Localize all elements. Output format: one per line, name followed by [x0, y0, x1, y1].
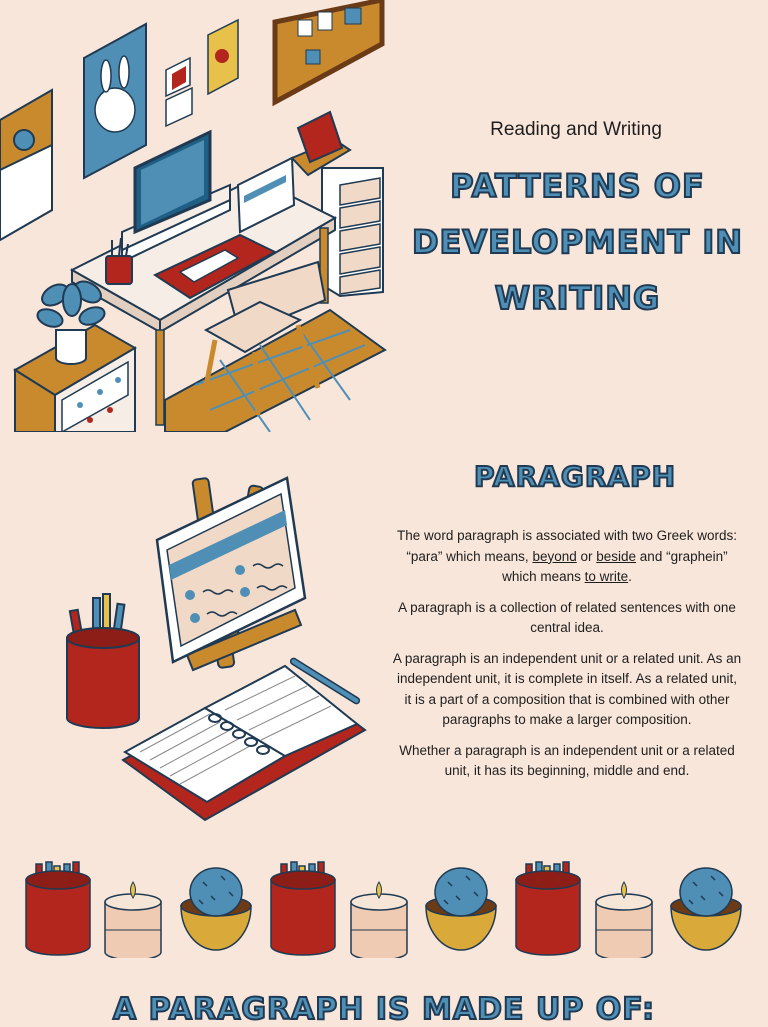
section-heading: PARAGRAPH	[473, 460, 677, 493]
easel-notebook-illustration	[55, 470, 375, 830]
pencil-cup	[67, 594, 139, 728]
title-line-2: DEVELOPMENT IN	[411, 223, 744, 261]
desk-illustration	[0, 0, 390, 432]
easel-board	[157, 478, 305, 662]
cactus-icon	[426, 868, 496, 950]
underlined-term-to-write: to write	[584, 569, 629, 584]
underlined-term-beside: beside	[596, 548, 637, 564]
pencil-cup-icon	[26, 862, 90, 955]
candle-icon	[596, 882, 652, 958]
candle-icon	[105, 882, 161, 958]
wall-calendar	[0, 90, 52, 240]
section-body	[392, 526, 742, 792]
title-line-3: WRITING	[494, 279, 661, 317]
bunny-poster	[84, 24, 146, 178]
cork-board	[275, 0, 382, 102]
underlined-term-beyond: beyond	[532, 548, 577, 564]
paragraph-collection: A paragraph is a collection of related sentences with one central idea.	[398, 599, 736, 635]
notebook	[123, 657, 365, 820]
pencil-cup-icon	[271, 862, 335, 955]
bottom-heading: A PARAGRAPH IS MADE UP OF:	[112, 992, 656, 1027]
page-title	[410, 158, 745, 326]
paragraph-structure: Whether a paragraph is an independent unit or a related unit, it has its beginning, middle and end.	[399, 742, 735, 778]
candle-icon	[351, 882, 407, 958]
text-span: The word paragraph is associated with two Greek words: “para” which means,	[397, 528, 737, 564]
text-span: or	[576, 548, 597, 564]
pencil-cup-icon	[516, 862, 580, 955]
text-span: .	[628, 569, 632, 584]
text-span: and “graphein” which means	[502, 548, 728, 584]
course-subtitle: Reading and Writing	[490, 119, 662, 140]
paragraph-units: A paragraph is an independent unit or a related unit. As an independent unit, it is complete in itself. As a related unit, it is a part of a composition that is combined with other paragraphs to make a larger composition.	[392, 650, 742, 727]
decorative-row	[0, 858, 768, 958]
title-line-1: PATTERNS OF	[450, 167, 705, 205]
cactus-icon	[181, 868, 251, 950]
cactus-icon	[671, 868, 741, 950]
paragraph-definition	[392, 526, 742, 588]
